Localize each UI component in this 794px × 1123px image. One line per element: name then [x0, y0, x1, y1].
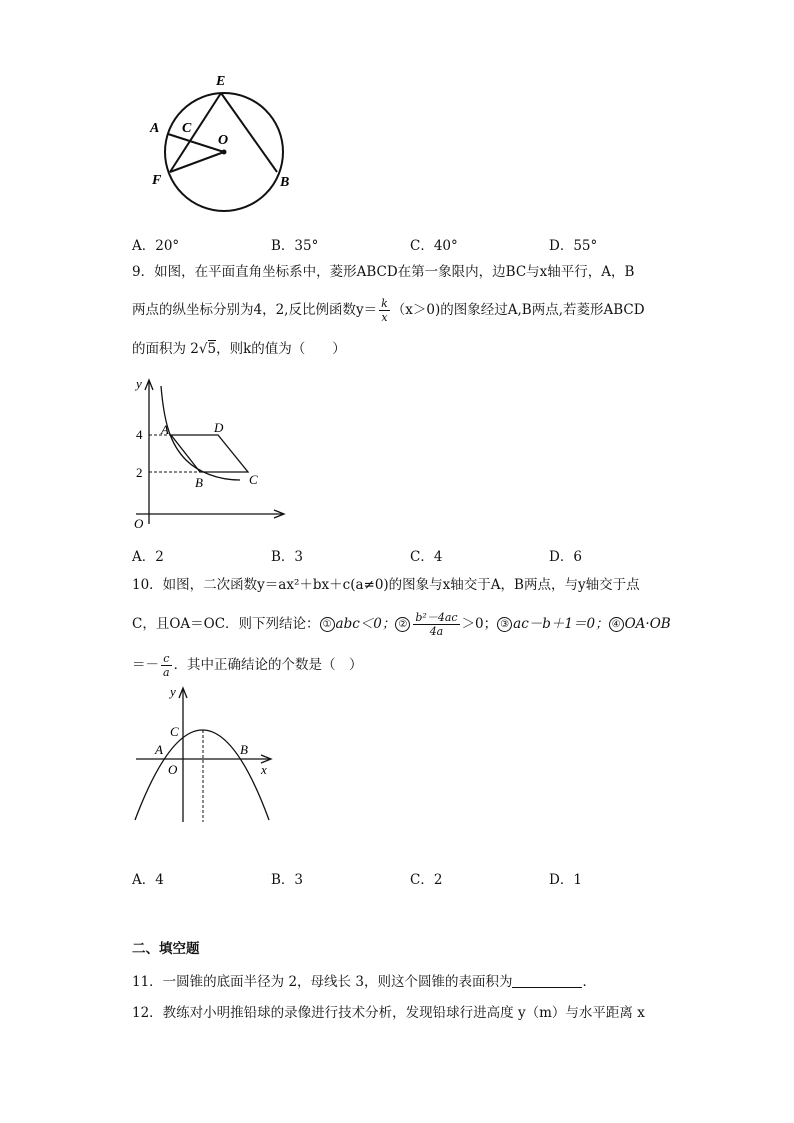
q10-option-c: C．2 [410, 872, 443, 888]
q9-line2 [132, 297, 645, 324]
q12-line: 12．教练对小明推铅球的录像进行技术分析，发现铅球行进高度 y（m）与水平距离 x [132, 1005, 645, 1021]
circled-1-icon: ① [320, 617, 335, 632]
label-c: C [170, 724, 179, 739]
label-e: E [216, 74, 226, 89]
q10-line3-b: ．其中正确结论的个数是（ ） [173, 657, 363, 673]
q11-text: 11．一圆锥的底面半径为 2，母线长 3，则这个圆锥的表面积为 [132, 974, 513, 990]
q10-line3-a: ＝－ [132, 657, 159, 673]
label-d: D [214, 420, 224, 435]
q8-option-a: A．20° [132, 238, 180, 254]
label-f: F [152, 173, 162, 188]
rhombus-abcd [171, 435, 248, 472]
chord-eb [221, 93, 277, 172]
q9-line3-b: ，则k的值为（ ） [216, 341, 346, 357]
q9-line2-a: 两点的纵坐标分别为4，2,反比例函数y＝ [132, 302, 378, 318]
label-c: C [249, 472, 258, 487]
label-c: C [182, 121, 192, 136]
q10-option-d: D．1 [549, 872, 582, 888]
label-x: x [261, 762, 267, 777]
q10-option-a: A．4 [132, 872, 164, 888]
label-b: B [195, 475, 203, 490]
label-a: A [161, 422, 169, 437]
segment-oa [168, 134, 224, 152]
q9-option-c: C．4 [410, 549, 443, 565]
label-2: 2 [136, 465, 143, 480]
q8-option-d: D．55° [549, 238, 598, 254]
q10-conclusion-4: OA·OB [624, 616, 671, 632]
q10-conclusion-1: abc＜0； [335, 616, 396, 632]
circled-3-icon: ③ [497, 617, 512, 632]
q9-line3 [132, 339, 346, 359]
q10-conclusion-3: ac－b＋1＝0； [513, 616, 609, 632]
q9-option-b: B．3 [271, 549, 304, 565]
center-dot [222, 150, 227, 155]
q10-fraction-discriminant: $\frac{\text{b²－4ac}}{4a}$ [415, 611, 458, 638]
q11-end: ． [582, 974, 596, 990]
label-o: O [168, 762, 178, 777]
q10-line3 [132, 652, 363, 679]
q11-answer-blank[interactable] [512, 973, 582, 988]
q10-line2-a: C，且OA＝OC．则下列结论： [132, 616, 320, 632]
label-a: A [150, 121, 160, 136]
q11-line [132, 972, 596, 992]
q8-option-b: B．35° [271, 238, 319, 254]
q10-fraction-c-over-a: $\frac{c}{a}$ [163, 652, 170, 679]
q9-line2-b: （x＞0)的图象经过A,B两点,若菱形ABCD [391, 302, 645, 318]
circled-2-icon: ② [395, 617, 410, 632]
label-4: 4 [136, 427, 143, 442]
label-b: B [240, 742, 248, 757]
q10-line1: 10．如图，二次函数y＝ax²＋bx＋c(a≠0)的图象与x轴交于A，B两点，与y轴交于点 [132, 577, 640, 593]
q9-fraction-k-over-x: $\frac{k}{x}$ [381, 297, 388, 324]
q8-option-c: C．40° [410, 238, 458, 254]
q10-parabola-figure [130, 682, 280, 827]
circled-4-icon: ④ [609, 617, 624, 632]
q9-sqrt-value: 5 [207, 341, 217, 357]
q9-option-a: A．2 [132, 549, 164, 565]
q8-circle-figure [140, 68, 310, 218]
hyperbola-curve [161, 386, 240, 480]
q10-line2 [132, 611, 671, 638]
q9-line1: 9．如图，在平面直角坐标系中，菱形ABCD在第一象限内，边BC与x轴平行，A，B [132, 264, 635, 280]
segment-fb [170, 152, 224, 172]
label-y: y [170, 684, 176, 699]
q10-conclusion-2: ＞0； [461, 616, 498, 632]
chord-ef [170, 93, 221, 172]
label-o: O [218, 133, 229, 148]
label-a: A [155, 742, 163, 757]
section-title: 二、填空题 [132, 941, 200, 957]
q9-option-d: D．6 [549, 549, 582, 565]
sqrt-icon: √ [198, 341, 208, 357]
label-y: y [136, 376, 142, 391]
q9-graph-figure [128, 372, 293, 532]
label-o: O [134, 516, 144, 531]
q9-line3-a: 的面积为 2 [132, 341, 199, 357]
label-b: B [280, 175, 290, 190]
q10-option-b: B．3 [271, 872, 304, 888]
